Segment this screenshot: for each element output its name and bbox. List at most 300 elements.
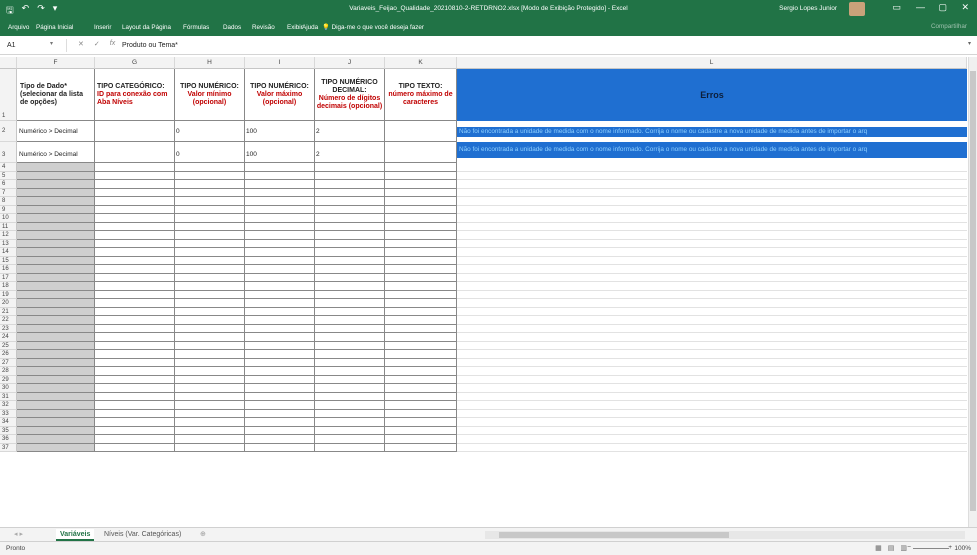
cell[interactable] [95,342,175,351]
cell[interactable] [457,418,967,427]
cell[interactable] [315,308,385,317]
header-cell-k[interactable] [385,69,457,121]
error-cell-l2[interactable]: Não foi encontrada a unidade de medida com o nome informado. Corrija o nome ou cadastre a nova unidade de medida antes de importar o arq [457,127,967,137]
cell[interactable] [17,206,95,215]
cell[interactable] [315,189,385,198]
cell[interactable] [385,163,457,172]
tab-arquivo[interactable]: Arquivo [8,24,30,31]
cell[interactable] [175,265,245,274]
cell[interactable] [95,308,175,317]
cell[interactable] [175,248,245,257]
cell[interactable] [95,265,175,274]
enter-icon[interactable]: ✓ [93,41,100,48]
cell[interactable] [17,291,95,300]
save-icon[interactable]: 🖫 [6,5,14,15]
user-name[interactable]: Sergio Lopes Junior [779,5,837,12]
cell[interactable] [95,223,175,232]
row-header[interactable]: 3 [0,142,17,163]
cell[interactable] [315,359,385,368]
cell[interactable] [17,189,95,198]
tab-formulas[interactable]: Fórmulas [183,24,210,31]
row-header[interactable]: 33 [0,410,17,419]
cell[interactable] [385,240,457,249]
row-header[interactable]: 2 [0,121,17,142]
cell[interactable] [385,274,457,283]
column-header-f[interactable]: F [17,57,95,69]
cell[interactable] [457,325,967,334]
cell[interactable] [315,172,385,181]
cell[interactable] [245,350,315,359]
cell[interactable] [245,172,315,181]
vertical-scrollbar[interactable] [968,57,977,527]
chevron-down-icon[interactable]: ▾ [50,41,54,47]
cell[interactable] [457,282,967,291]
cell[interactable] [385,282,457,291]
cell[interactable] [17,282,95,291]
cell[interactable] [95,240,175,249]
cell[interactable] [457,444,967,453]
cell[interactable] [17,223,95,232]
cell[interactable] [457,189,967,198]
cell[interactable] [17,350,95,359]
row-header[interactable]: 28 [0,367,17,376]
page-layout-icon[interactable]: ▤ [887,545,895,552]
expand-formula-icon[interactable]: ▾ [967,41,971,47]
restore-icon[interactable]: ▢ [938,2,947,12]
cell[interactable] [17,410,95,419]
header-cell-f[interactable] [17,69,95,121]
cell[interactable] [385,316,457,325]
row-header[interactable]: 7 [0,189,17,198]
cell[interactable] [457,265,967,274]
horizontal-scrollbar[interactable] [485,531,965,539]
cell[interactable] [95,444,175,453]
cell[interactable] [245,248,315,257]
cell[interactable] [457,401,967,410]
cell[interactable] [95,316,175,325]
cell[interactable] [385,427,457,436]
cell[interactable] [385,384,457,393]
cell[interactable] [95,248,175,257]
cell[interactable] [17,163,95,172]
cell[interactable] [245,223,315,232]
cell[interactable] [95,282,175,291]
ribbon-display-icon[interactable]: ▭ [892,2,901,12]
cell-g2[interactable] [95,121,175,142]
cell[interactable] [175,342,245,351]
cell[interactable] [17,418,95,427]
cell[interactable] [245,384,315,393]
cell[interactable] [385,180,457,189]
cell[interactable] [385,342,457,351]
cell[interactable] [95,291,175,300]
cell[interactable] [315,248,385,257]
cell[interactable] [95,325,175,334]
cell[interactable] [315,214,385,223]
row-header[interactable]: 13 [0,240,17,249]
cell[interactable] [385,401,457,410]
cell[interactable] [175,231,245,240]
header-cell-i[interactable] [245,69,315,121]
cell[interactable] [17,197,95,206]
minimize-icon[interactable]: — [916,2,925,12]
cell[interactable] [17,265,95,274]
errors-header-cell[interactable]: Erros [457,69,967,121]
row-header[interactable]: 9 [0,206,17,215]
cell[interactable] [315,257,385,266]
column-header-i[interactable]: I [245,57,315,69]
cell[interactable] [175,180,245,189]
cell[interactable] [245,197,315,206]
cell[interactable] [245,231,315,240]
cell[interactable] [95,274,175,283]
sheet-nav-icon[interactable]: ◂ ▸ [14,531,23,538]
error-cell-l3[interactable]: Não foi encontrada a unidade de medida com o nome informado. Corrija o nome ou cadastre a nova unidade de medida antes de importar o arq [457,142,967,158]
cell[interactable] [457,435,967,444]
cell[interactable] [17,231,95,240]
cell[interactable] [175,418,245,427]
cell[interactable] [457,291,967,300]
cell[interactable] [95,367,175,376]
redo-icon[interactable]: ↷ [37,3,45,13]
cell[interactable] [457,316,967,325]
header-cell-h[interactable] [175,69,245,121]
header-cell-g[interactable] [95,69,175,121]
row-header[interactable]: 17 [0,274,17,283]
cell[interactable] [315,180,385,189]
cell[interactable] [95,384,175,393]
cell[interactable] [17,393,95,402]
cell-j2[interactable]: 2 [315,121,385,142]
cell[interactable] [245,206,315,215]
cell[interactable] [245,359,315,368]
cell[interactable] [175,206,245,215]
cell[interactable] [385,189,457,198]
cell[interactable] [175,435,245,444]
cell-f3[interactable]: Numérico > Decimal [17,142,95,163]
cell[interactable] [315,342,385,351]
row-header[interactable]: 21 [0,308,17,317]
cell[interactable] [457,367,967,376]
row-header[interactable]: 24 [0,333,17,342]
cell[interactable] [95,376,175,385]
cell[interactable] [245,427,315,436]
cell[interactable] [17,359,95,368]
zoom-slider[interactable] [913,548,949,549]
cell[interactable] [385,435,457,444]
cell[interactable] [245,180,315,189]
cell[interactable] [315,376,385,385]
cell[interactable] [315,401,385,410]
avatar[interactable] [849,2,865,16]
cell[interactable] [385,350,457,359]
cell[interactable] [175,325,245,334]
row-header[interactable]: 27 [0,359,17,368]
cell[interactable] [245,274,315,283]
cell[interactable] [175,163,245,172]
cell[interactable] [95,231,175,240]
cell[interactable] [175,333,245,342]
cell[interactable] [457,384,967,393]
row-header[interactable]: 1 [0,69,17,121]
row-header[interactable]: 8 [0,197,17,206]
row-header[interactable]: 6 [0,180,17,189]
cell[interactable] [457,274,967,283]
cell[interactable] [315,291,385,300]
cell[interactable] [95,197,175,206]
row-header[interactable]: 31 [0,393,17,402]
cell[interactable] [17,172,95,181]
cell[interactable] [245,435,315,444]
cell[interactable] [457,214,967,223]
cell[interactable] [17,257,95,266]
cell[interactable] [245,401,315,410]
cell[interactable] [457,333,967,342]
cell[interactable] [17,401,95,410]
cell[interactable] [17,240,95,249]
close-icon[interactable]: ✕ [961,2,969,12]
cell[interactable] [315,367,385,376]
cell[interactable] [95,163,175,172]
cell[interactable] [315,223,385,232]
cell[interactable] [385,393,457,402]
row-header[interactable]: 14 [0,248,17,257]
cell[interactable] [385,359,457,368]
cell[interactable] [457,231,967,240]
cell[interactable] [95,180,175,189]
formula-input[interactable]: Produto ou Tema* [122,42,178,49]
cell[interactable] [245,291,315,300]
cell[interactable] [385,206,457,215]
cell[interactable] [245,299,315,308]
cell[interactable] [457,427,967,436]
row-header[interactable]: 30 [0,384,17,393]
cell[interactable] [457,163,967,172]
cell[interactable] [95,435,175,444]
cell[interactable] [385,197,457,206]
row-header[interactable]: 5 [0,172,17,181]
cell[interactable] [315,325,385,334]
cell[interactable] [175,376,245,385]
cell[interactable] [385,325,457,334]
row-header[interactable]: 25 [0,342,17,351]
cell-h3[interactable]: 0 [175,142,245,163]
cell[interactable] [17,214,95,223]
cell[interactable] [175,444,245,453]
cell[interactable] [245,316,315,325]
share-button[interactable]: Compartilhar [930,23,967,30]
cell[interactable] [385,308,457,317]
row-header[interactable]: 23 [0,325,17,334]
cell[interactable] [457,223,967,232]
select-all-corner[interactable] [0,57,17,69]
cell[interactable] [17,299,95,308]
cell[interactable] [17,333,95,342]
cell[interactable] [245,163,315,172]
column-header-g[interactable]: G [95,57,175,69]
cell[interactable] [315,282,385,291]
cell[interactable] [457,299,967,308]
page-break-icon[interactable]: ▥ [900,545,907,552]
zoom-in-button[interactable]: + [948,544,952,551]
cell[interactable] [95,206,175,215]
cell[interactable] [385,172,457,181]
cell[interactable] [95,393,175,402]
cell[interactable] [245,265,315,274]
column-header-h[interactable]: H [175,57,245,69]
tab-dados[interactable]: Dados [223,24,242,31]
cell[interactable] [175,197,245,206]
cell[interactable] [175,291,245,300]
cell[interactable] [95,172,175,181]
row-header[interactable]: 34 [0,418,17,427]
cell[interactable] [175,367,245,376]
cell-k2[interactable] [385,121,457,142]
row-header[interactable]: 22 [0,316,17,325]
row-header[interactable]: 19 [0,291,17,300]
cell[interactable] [95,427,175,436]
cell[interactable] [17,427,95,436]
cell[interactable] [95,401,175,410]
cell[interactable] [245,308,315,317]
cell[interactable] [457,342,967,351]
cell[interactable] [385,299,457,308]
cell[interactable] [95,214,175,223]
cell[interactable] [315,410,385,419]
cell[interactable] [457,376,967,385]
cancel-icon[interactable]: ✕ [78,41,84,48]
cell[interactable] [315,197,385,206]
worksheet-grid[interactable] [0,57,977,527]
cell[interactable] [175,214,245,223]
cell[interactable] [95,359,175,368]
cell[interactable] [315,206,385,215]
cell[interactable] [175,257,245,266]
row-header[interactable]: 29 [0,376,17,385]
cell[interactable] [175,410,245,419]
cell[interactable] [245,444,315,453]
row-header[interactable]: 35 [0,427,17,436]
add-sheet-icon[interactable]: ⊕ [200,531,206,538]
cell[interactable] [95,333,175,342]
cell[interactable] [315,265,385,274]
cell[interactable] [245,240,315,249]
row-header[interactable]: 36 [0,435,17,444]
cell[interactable] [385,410,457,419]
tell-me-search[interactable] [322,23,424,31]
cell[interactable] [17,444,95,453]
row-header[interactable]: 20 [0,299,17,308]
cell[interactable] [245,393,315,402]
cell[interactable] [17,376,95,385]
column-header-l[interactable]: L [457,57,967,69]
cell[interactable] [385,257,457,266]
cell[interactable] [457,257,967,266]
cell[interactable] [95,418,175,427]
cell[interactable] [245,342,315,351]
cell[interactable] [385,418,457,427]
cell[interactable] [17,367,95,376]
cell[interactable] [457,206,967,215]
cell[interactable] [17,274,95,283]
cell[interactable] [315,299,385,308]
cell-i3[interactable]: 100 [245,142,315,163]
zoom-out-button[interactable]: − [907,544,911,551]
cell[interactable] [17,248,95,257]
cell[interactable] [385,367,457,376]
cell[interactable] [245,282,315,291]
cell[interactable] [175,308,245,317]
cell[interactable] [17,308,95,317]
cell[interactable] [315,350,385,359]
row-header[interactable]: 15 [0,257,17,266]
tab-exibir[interactable]: Exibir [287,24,303,31]
cell[interactable] [175,282,245,291]
cell[interactable] [315,393,385,402]
column-header-j[interactable]: J [315,57,385,69]
cell[interactable] [245,410,315,419]
cell[interactable] [457,248,967,257]
cell[interactable] [385,376,457,385]
tab-pagina-inicial[interactable]: Página Inicial [36,24,74,31]
scroll-thumb[interactable] [499,532,729,538]
cell-h2[interactable]: 0 [175,121,245,142]
row-header[interactable]: 16 [0,265,17,274]
cell-k3[interactable] [385,142,457,163]
cell[interactable] [245,214,315,223]
name-box[interactable]: A1 [7,42,16,49]
cell[interactable] [175,427,245,436]
row-header[interactable]: 37 [0,444,17,453]
cell[interactable] [175,384,245,393]
cell[interactable] [457,180,967,189]
normal-view-icon[interactable]: ▦ [875,545,882,552]
row-header[interactable]: 26 [0,350,17,359]
scroll-thumb[interactable] [970,71,976,511]
cell-j3[interactable]: 2 [315,142,385,163]
cell[interactable] [385,214,457,223]
row-header[interactable]: 4 [0,163,17,172]
row-header[interactable]: 11 [0,223,17,232]
sheet-tab-niveis[interactable]: Níveis (Var. Categóricas) [104,531,182,538]
cell[interactable] [175,172,245,181]
cell[interactable] [385,333,457,342]
cell[interactable] [315,316,385,325]
tab-inserir[interactable]: Inserir [94,24,112,31]
cell-i2[interactable]: 100 [245,121,315,142]
row-header[interactable]: 18 [0,282,17,291]
cell[interactable] [95,299,175,308]
tab-revisao[interactable]: Revisão [252,24,275,31]
tab-layout[interactable]: Layout da Página [122,24,172,31]
cell[interactable] [175,299,245,308]
cell[interactable] [385,265,457,274]
cell[interactable] [315,274,385,283]
cell[interactable] [95,257,175,266]
undo-icon[interactable]: ↶ [21,3,30,13]
cell[interactable] [175,350,245,359]
cell[interactable] [175,240,245,249]
cell[interactable] [245,418,315,427]
row-header[interactable]: 12 [0,231,17,240]
cell[interactable] [315,418,385,427]
cell[interactable] [17,325,95,334]
sheet-tab-variaveis[interactable]: Variáveis [56,529,94,541]
cell[interactable] [315,384,385,393]
cell[interactable] [95,189,175,198]
cell[interactable] [457,350,967,359]
cell[interactable] [385,231,457,240]
